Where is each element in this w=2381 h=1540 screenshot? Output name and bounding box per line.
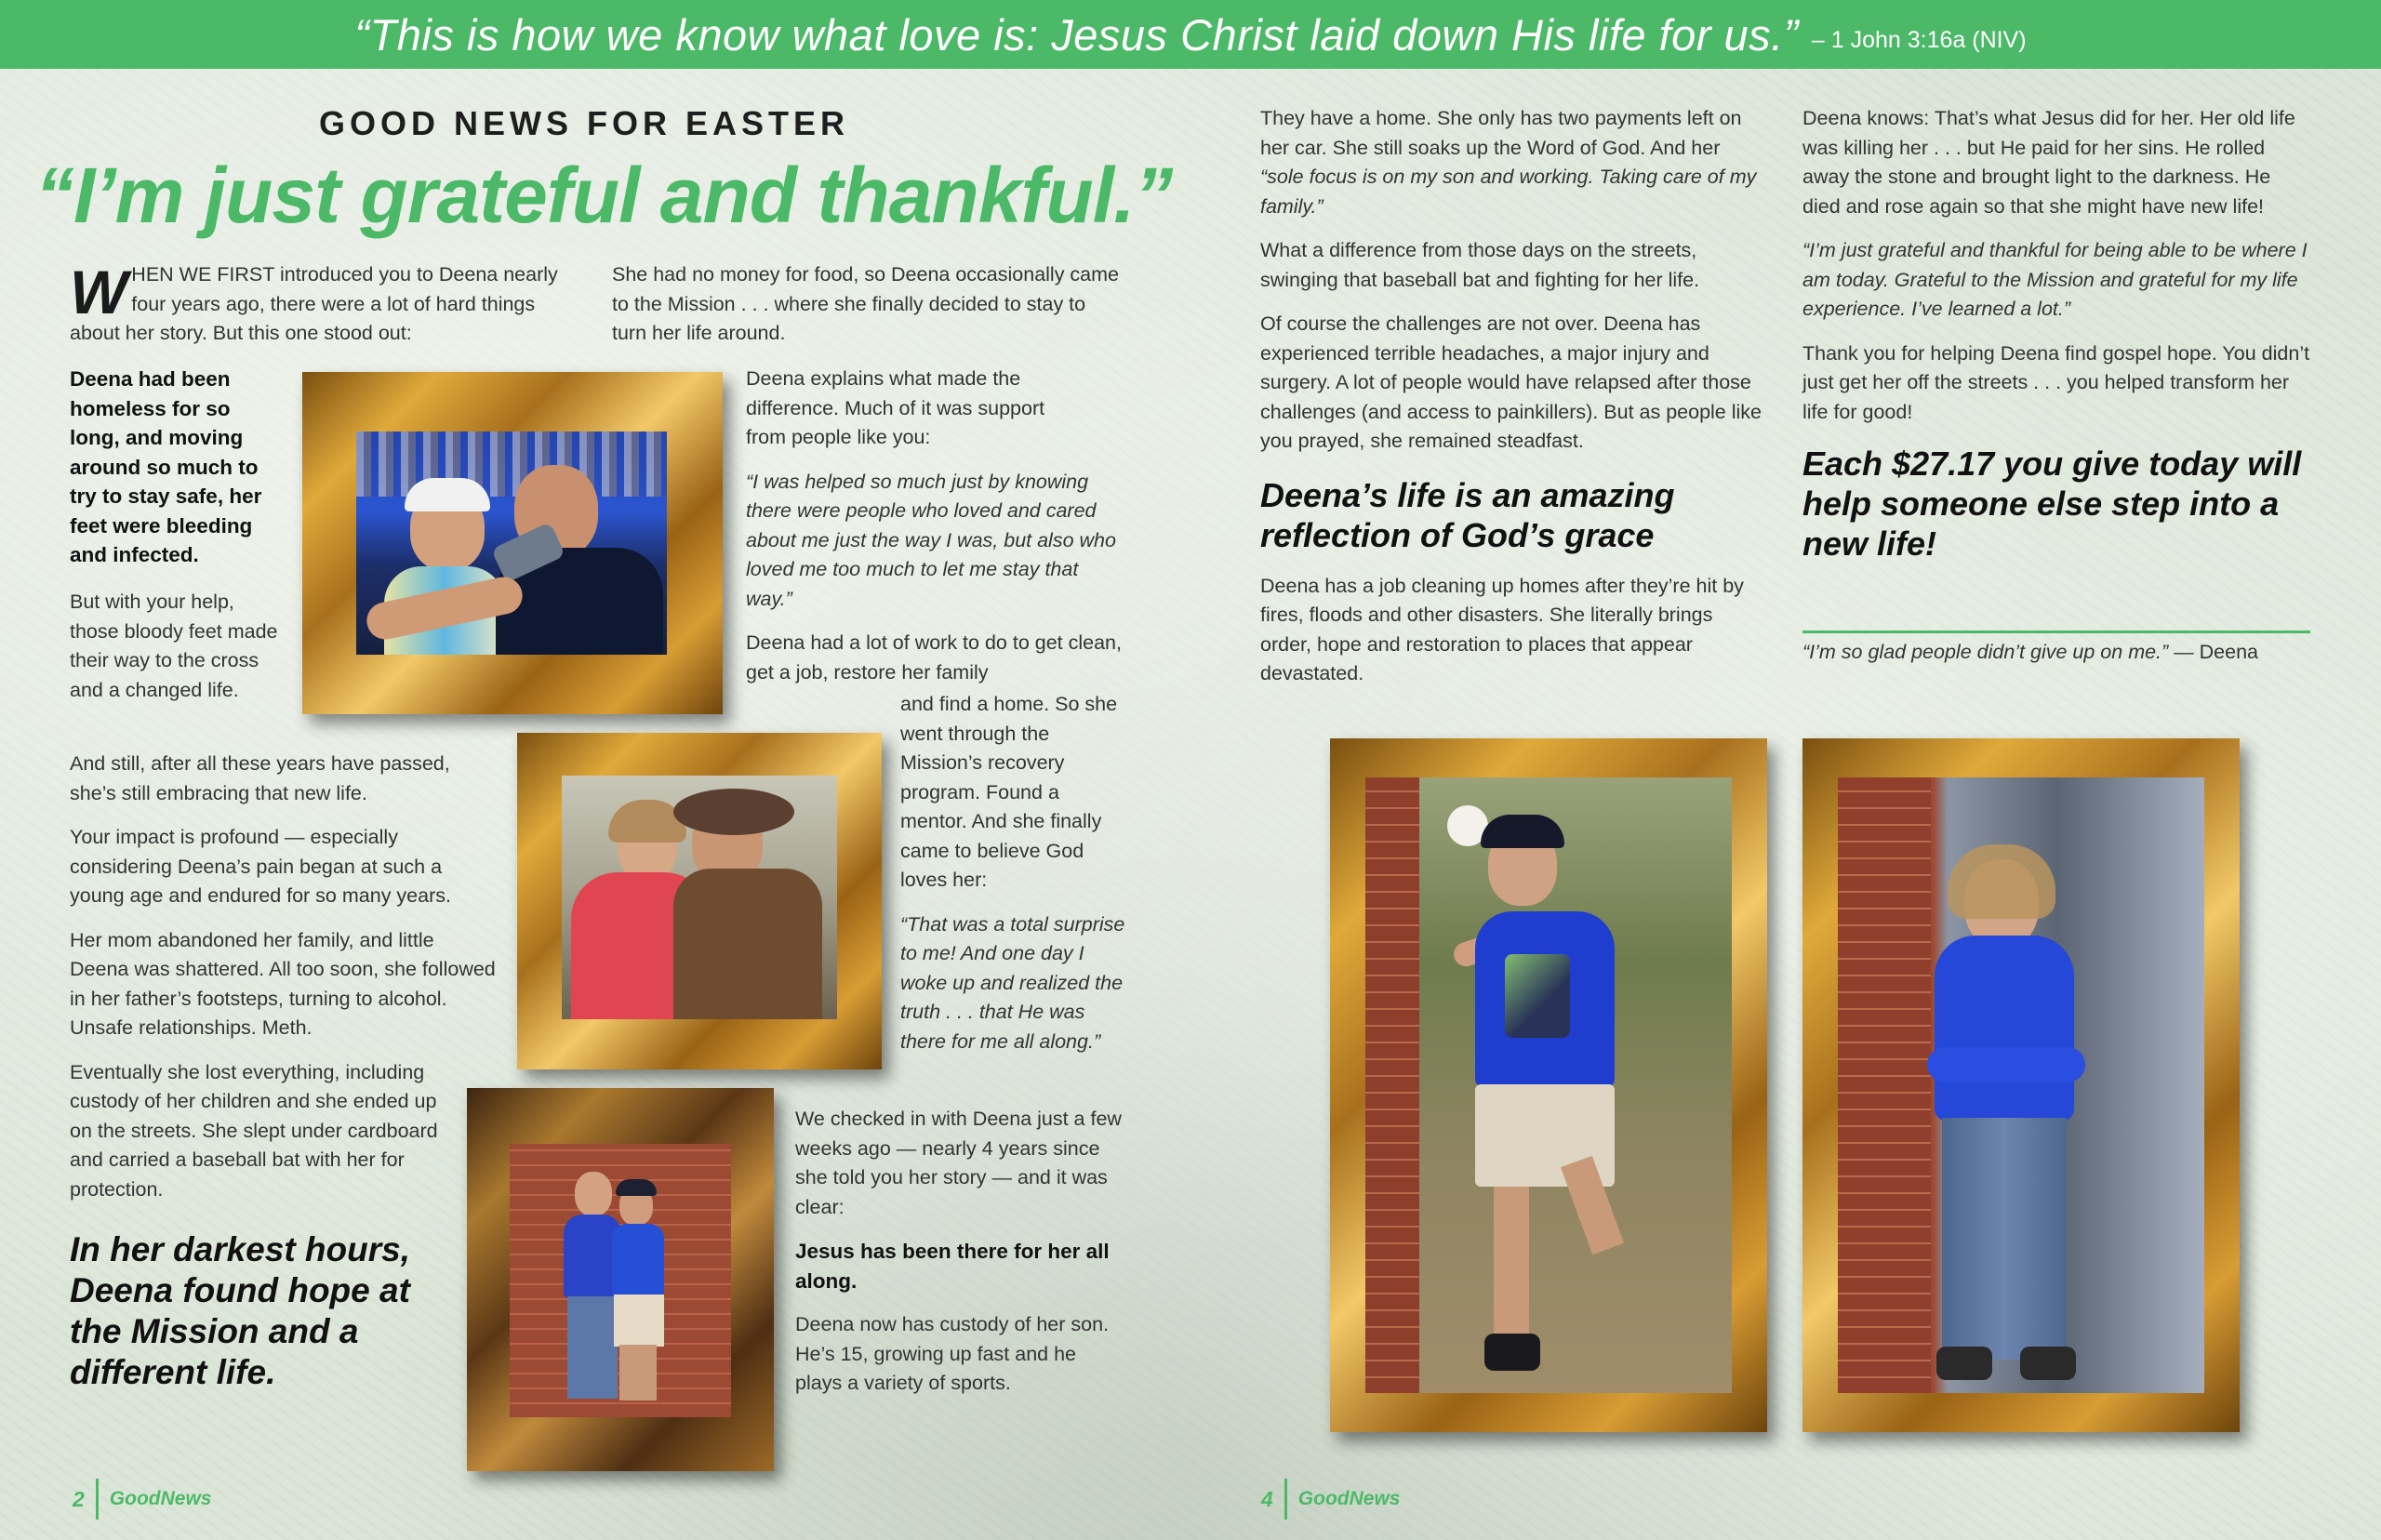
para-difference: What a difference from those days on the streets, swinging that baseball bat and fighting for her life. xyxy=(1260,239,1700,291)
para-explains: Deena explains what made the difference. Much of it was support from people like you: xyxy=(746,367,1045,448)
photo-boy-baseball xyxy=(1365,777,1732,1393)
para-lost: Eventually she lost everything, including custody of her children and she ended up on the streets. She slept under cardboard and carried a baseball bat with her for protection. xyxy=(70,1060,438,1201)
intro-text: HEN WE FIRST introduced you to Deena nearly four years ago, there were a lot of hard things about her story. But this one stood out: xyxy=(70,263,558,344)
para-custody: Deena now has custody of her son. He’s 15, growing up fast and he plays a variety of sports. xyxy=(795,1313,1110,1394)
para-job: Deena has a job cleaning up homes after they’re hit by fires, floods and other disasters. She literally brings order, hope and restoration to places that appear devastated. xyxy=(1260,574,1744,684)
column-2-bottom xyxy=(795,1105,1125,1399)
para-knows: Deena knows: That’s what Jesus did for her. Her old life was killing her . . . but He paid for her sins. He rolled away the stone and brought light to the darkness. He died and rose again so that she might have new life! xyxy=(1802,107,2295,218)
headline: “I’m just grateful and thankful.” xyxy=(35,152,1173,239)
photo-frame-deena xyxy=(1802,738,2240,1432)
para-help: But with your help, those bloody feet made their way to the cross and a changed life. xyxy=(70,591,278,701)
folio-left xyxy=(73,1479,211,1520)
folio-divider xyxy=(96,1479,99,1520)
banner-quote: “This is how we know what love is: Jesus Christ laid down His life for us.” xyxy=(354,9,1799,60)
folio-right xyxy=(1261,1479,1400,1520)
page-number: 2 xyxy=(73,1486,85,1511)
closing-quote: “I’m so glad people didn’t give up on me.” xyxy=(1802,641,2169,663)
photo-frame-family xyxy=(467,1088,774,1471)
publication-name: GoodNews xyxy=(109,1488,212,1509)
quote-helped: “I was helped so much just by knowing there were people who loved and cared about me just the way I was, but also who loved me too much to let me stay that way.” xyxy=(746,470,1116,610)
photo-deena xyxy=(1838,777,2204,1393)
para-still: And still, after all these years have passed, she’s still embracing that new life. xyxy=(70,752,450,804)
page-number: 4 xyxy=(1261,1486,1273,1511)
kicker: GOOD NEWS FOR EASTER xyxy=(319,104,850,142)
para-money: She had no money for food, so Deena occasionally came to the Mission . . . where she finally decided to stay to turn her life around. xyxy=(612,263,1119,344)
photo-selfie xyxy=(356,431,667,655)
para-work-a: Deena had a lot of work to do to get clean, get a job, restore her family xyxy=(746,631,1122,684)
column-3 xyxy=(1260,104,1762,689)
quote-surprise: “That was a total surprise to me! And one day I woke up and realized the truth . . . that He was there for me all along.” xyxy=(900,912,1125,1053)
publication-name: GoodNews xyxy=(1297,1488,1401,1509)
para-challenges: Of course the challenges are not over. Deena has experienced terrible headaches, a major injury and surgery. A lot of people would have relapsed after those challenges (and access to painkillers). But as people like you prayed, she remained steadfast. xyxy=(1260,312,1762,452)
folio-divider xyxy=(1284,1479,1287,1520)
pull-quote: In her darkest hours, Deena found hope at the Mission and a different life. xyxy=(70,1230,410,1391)
intro-block xyxy=(70,260,572,349)
column-1-body xyxy=(70,750,498,1204)
column-2-top xyxy=(612,260,1124,349)
photo-frame-costume xyxy=(517,733,882,1069)
column-2-narrow xyxy=(900,690,1127,1056)
closing-quote-block xyxy=(1802,638,2323,668)
photo-frame-selfie xyxy=(302,372,723,714)
banner-reference: – 1 John 3:16a (NIV) xyxy=(1811,26,2027,53)
closing-attribution: — Deena xyxy=(2168,641,2259,663)
photo-costume xyxy=(562,776,837,1019)
quote-focus: “sole focus is on my son and working. Taking care of my family.” xyxy=(1260,166,1757,218)
bold-callout-block xyxy=(70,365,286,570)
help-block xyxy=(70,588,286,705)
para-home: They have a home. She only has two payments left on her car. She still soaks up the Word of God. And her xyxy=(1260,107,1742,159)
para-thanks: Thank you for helping Deena find gospel hope. You didn’t just get her off the streets . . . you helped transform her life for good! xyxy=(1802,341,2310,423)
subhead-grace: Deena’s life is an amazing reflection of God’s grace xyxy=(1260,475,1675,554)
photo-family xyxy=(510,1144,731,1417)
column-2-middle xyxy=(746,365,1127,687)
drop-cap: W xyxy=(70,258,128,326)
para-checked: We checked in with Deena just a few weeks ago — nearly 4 years since she told you her story — and it was clear: xyxy=(795,1108,1122,1218)
bold-callout: Deena had been homeless for so long, and moving around so much to try to stay safe, her feet were bleeding and infected. xyxy=(70,367,262,566)
appeal-callout: Each $27.17 you give today will help someone else step into a new life! xyxy=(1802,445,2302,563)
quote-grateful: “I’m just grateful and thankful for being able to be where I am today. Grateful to the Mission and grateful for my life experience. I’ve learned a lot.” xyxy=(1802,239,2308,320)
green-rule xyxy=(1802,631,2310,633)
para-impact: Your impact is profound — especially considering Deena’s pain began at such a young age and endured for so many years. xyxy=(70,826,451,907)
pull-quote-block xyxy=(70,1229,470,1393)
column-4 xyxy=(1802,104,2310,564)
para-mom: Her mom abandoned her family, and little Deena was shattered. All too soon, she followed in her father’s footsteps, turning to alcohol. Unsafe relationships. Meth. xyxy=(70,928,496,1039)
bold-all-along: Jesus has been there for her all along. xyxy=(795,1240,1110,1293)
para-work-b: and find a home. So she went through the Mission’s recovery program. Found a mentor. And she finally came to believe God loves her: xyxy=(900,693,1118,891)
scripture-banner xyxy=(0,0,2381,69)
photo-frame-boy xyxy=(1330,738,1767,1432)
